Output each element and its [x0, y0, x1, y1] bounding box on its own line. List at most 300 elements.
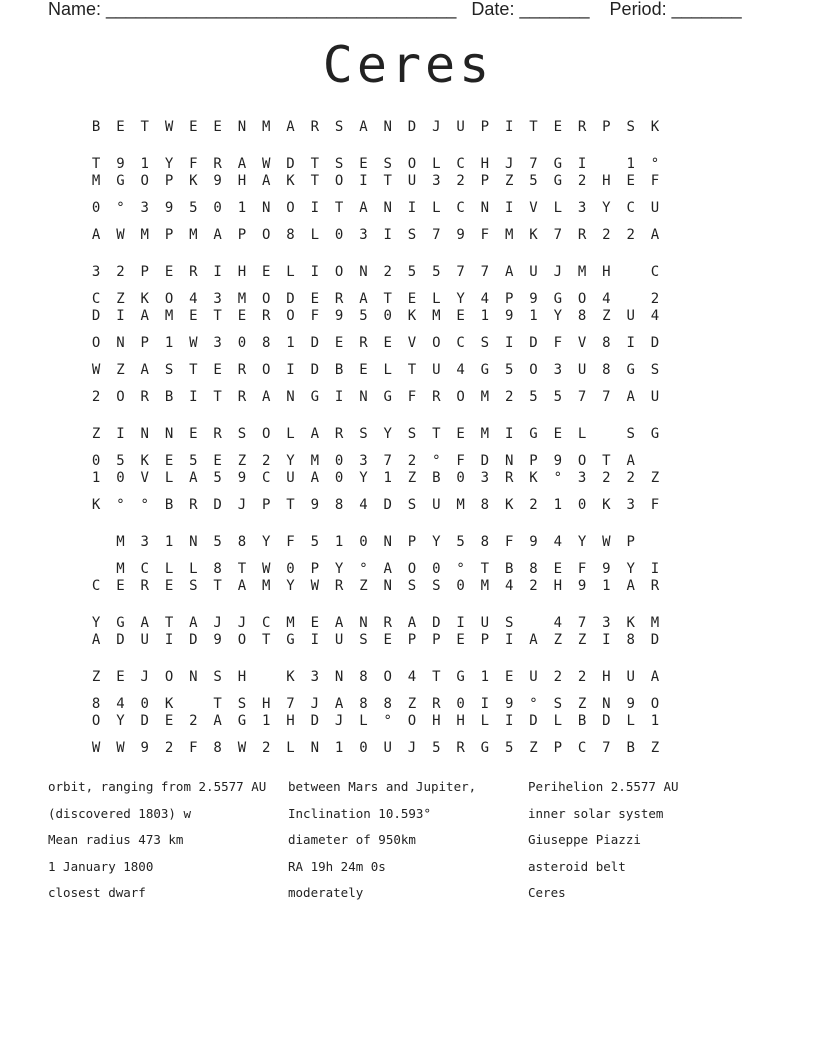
- grid-letter: 1: [650, 713, 660, 729]
- grid-letter: A: [310, 426, 320, 442]
- grid-letter: R: [650, 578, 660, 594]
- grid-letter: K: [286, 173, 295, 189]
- grid-letter: 2: [262, 740, 271, 756]
- grid-letter: 2: [650, 291, 660, 307]
- grid-row: [84, 681, 667, 712]
- grid-letter: N: [383, 119, 392, 135]
- grid-letter: T: [262, 632, 271, 648]
- grid-row: [84, 141, 667, 172]
- grid-letter: S: [553, 696, 562, 712]
- grid-letter: 4: [480, 291, 490, 307]
- grid-letter: 8: [529, 561, 538, 577]
- grid-letter: A: [140, 362, 149, 378]
- grid-letter: E: [262, 264, 271, 280]
- grid-letter: 3: [577, 470, 587, 486]
- grid-letter: 7: [383, 453, 392, 469]
- grid-letter: I: [504, 713, 514, 729]
- grid-letter: P: [164, 173, 174, 189]
- grid-letter: D: [310, 335, 320, 351]
- grid-letter: °: [116, 200, 125, 216]
- grid-row: [84, 195, 667, 222]
- grid-letter: Y: [334, 561, 344, 577]
- grid-letter: E: [116, 669, 125, 685]
- grid-letter: 0: [286, 561, 295, 577]
- grid-letter: O: [407, 561, 417, 577]
- grid-letter: K: [140, 453, 149, 469]
- grid-letter: 5: [529, 173, 538, 189]
- grid-letter: Y: [286, 453, 295, 469]
- grid-letter: E: [456, 308, 465, 324]
- grid-row: [84, 627, 667, 654]
- grid-letter: N: [262, 200, 271, 216]
- grid-letter: 7: [480, 264, 490, 280]
- grid-letter: [84, 519, 108, 546]
- grid-letter: H: [237, 264, 247, 280]
- grid-letter: [254, 654, 278, 681]
- grid-letter: R: [432, 696, 441, 712]
- grid-letter: I: [116, 308, 125, 324]
- grid-letter: 7: [577, 389, 587, 405]
- grid-letter: J: [407, 740, 417, 756]
- grid-letter: G: [116, 615, 125, 631]
- grid-letter: I: [456, 615, 465, 631]
- grid-letter: A: [626, 578, 635, 594]
- grid-letter: A: [383, 561, 392, 577]
- grid-letter: E: [383, 335, 392, 351]
- grid-letter: K: [529, 227, 538, 243]
- word-bank-item: Perihelion 2.5577 AU: [528, 779, 679, 794]
- grid-letter: 1: [286, 335, 295, 351]
- grid-letter: I: [650, 561, 660, 577]
- grid-letter: R: [213, 156, 222, 172]
- grid-letter: W: [189, 335, 198, 351]
- grid-letter: A: [359, 119, 368, 135]
- grid-letter: F: [456, 453, 465, 469]
- grid-letter: 5: [504, 362, 514, 378]
- grid-letter: Z: [407, 470, 417, 486]
- grid-letter: 7: [286, 696, 295, 712]
- puzzle-title: Ceres: [322, 36, 494, 94]
- grid-letter: C: [650, 264, 660, 280]
- grid-letter: Y: [359, 470, 368, 486]
- grid-letter: B: [334, 362, 344, 378]
- grid-letter: 2: [626, 227, 635, 243]
- grid-letter: E: [213, 119, 222, 135]
- grid-letter: 9: [504, 696, 514, 712]
- grid-letter: P: [407, 534, 417, 550]
- grid-letter: S: [334, 119, 344, 135]
- word-bank-item: RA 19h 24m 0s: [288, 858, 386, 874]
- grid-letter: O: [237, 632, 247, 648]
- grid-letter: N: [504, 453, 514, 469]
- grid-letter: [84, 546, 108, 573]
- grid-letter: R: [237, 389, 247, 405]
- grid-letter: 7: [529, 156, 538, 172]
- grid-letter: H: [262, 696, 271, 712]
- grid-letter: 5: [359, 308, 368, 324]
- grid-letter: 0: [577, 497, 587, 513]
- grid-letter: P: [140, 264, 149, 280]
- grid-letter: I: [116, 426, 125, 442]
- grid-letter: 3: [577, 200, 587, 216]
- word-bank-item: diameter of 950km: [288, 832, 416, 847]
- grid-letter: P: [480, 119, 490, 135]
- grid-letter: I: [626, 335, 635, 351]
- grid-letter: P: [237, 227, 247, 243]
- grid-letter: 5: [553, 389, 562, 405]
- grid-letter: H: [237, 173, 247, 189]
- grid-letter: 4: [189, 291, 198, 307]
- grid-letter: U: [650, 200, 660, 216]
- grid-letter: A: [237, 578, 247, 594]
- grid-letter: °: [553, 470, 562, 486]
- grid-letter: A: [359, 291, 368, 307]
- grid-letter: C: [91, 291, 101, 307]
- grid-letter: °: [432, 453, 441, 469]
- grid-letter: G: [310, 389, 320, 405]
- grid-letter: 9: [602, 561, 611, 577]
- grid-letter: B: [626, 740, 635, 756]
- grid-letter: G: [480, 362, 490, 378]
- grid-letter: P: [310, 561, 320, 577]
- grid-letter: E: [116, 578, 125, 594]
- word-bank-item: moderately: [288, 885, 364, 900]
- grid-letter: O: [432, 335, 441, 351]
- grid-letter: L: [480, 713, 490, 729]
- grid-letter: Y: [553, 308, 562, 324]
- grid-letter: R: [359, 335, 368, 351]
- grid-letter: O: [262, 291, 271, 307]
- grid-letter: 8: [213, 740, 222, 756]
- grid-letter: D: [407, 119, 417, 135]
- grid-letter: D: [529, 335, 538, 351]
- name-field: Name: ___________________________________: [48, 0, 457, 19]
- grid-letter: 8: [359, 696, 368, 712]
- grid-letter: Y: [626, 561, 635, 577]
- grid-letter: R: [189, 497, 198, 513]
- grid-letter: P: [504, 291, 514, 307]
- grid-letter: 0: [456, 696, 465, 712]
- grid-letter: D: [650, 632, 660, 648]
- grid-letter: E: [116, 119, 125, 135]
- grid-letter: F: [650, 497, 660, 513]
- grid-letter: 8: [383, 696, 392, 712]
- grid-letter: Z: [359, 578, 368, 594]
- grid-letter: D: [602, 713, 611, 729]
- grid-letter: D: [213, 497, 222, 513]
- grid-letter: P: [553, 740, 562, 756]
- grid-letter: 5: [213, 534, 222, 550]
- grid-letter: J: [140, 669, 149, 685]
- grid-row: [84, 222, 667, 249]
- grid-letter: A: [504, 264, 514, 280]
- grid-letter: E: [213, 362, 222, 378]
- grid-letter: L: [577, 426, 587, 442]
- grid-letter: M: [650, 615, 660, 631]
- grid-letter: W: [116, 227, 125, 243]
- grid-letter: 3: [553, 362, 562, 378]
- grid-letter: 8: [602, 335, 611, 351]
- word-bank: [48, 776, 768, 909]
- grid-letter: E: [359, 362, 368, 378]
- grid-letter: H: [286, 713, 295, 729]
- grid-letter: V: [407, 335, 417, 351]
- grid-letter: A: [286, 119, 295, 135]
- grid-letter: M: [456, 497, 465, 513]
- grid-letter: T: [334, 200, 344, 216]
- grid-letter: E: [310, 291, 320, 307]
- grid-letter: K: [189, 173, 198, 189]
- grid-letter: S: [407, 227, 417, 243]
- grid-letter: 5: [189, 200, 198, 216]
- grid-letter: R: [334, 578, 344, 594]
- grid-letter: D: [91, 308, 101, 324]
- grid-row: [84, 330, 667, 357]
- grid-letter: U: [529, 264, 538, 280]
- grid-letter: C: [262, 615, 271, 631]
- grid-letter: Z: [407, 696, 417, 712]
- grid-letter: S: [237, 696, 247, 712]
- grid-letter: A: [237, 156, 247, 172]
- grid-letter: D: [432, 615, 441, 631]
- grid-letter: K: [164, 696, 174, 712]
- grid-letter: Z: [577, 696, 587, 712]
- grid-letter: F: [310, 308, 320, 324]
- grid-letter: Y: [91, 615, 101, 631]
- grid-letter: 3: [140, 200, 149, 216]
- grid-letter: G: [116, 173, 125, 189]
- grid-letter: 0: [359, 740, 368, 756]
- grid-letter: W: [602, 534, 611, 550]
- grid-letter: A: [310, 470, 320, 486]
- grid-letter: M: [116, 561, 125, 577]
- grid-letter: O: [91, 713, 101, 729]
- grid-letter: A: [140, 615, 149, 631]
- grid-letter: 1: [529, 308, 538, 324]
- grid-letter: R: [310, 119, 320, 135]
- grid-letter: K: [602, 497, 611, 513]
- grid-letter: 8: [359, 669, 368, 685]
- grid-letter: 1: [237, 200, 247, 216]
- grid-letter: 4: [650, 308, 660, 324]
- grid-letter: A: [650, 227, 660, 243]
- grid-letter: 1: [91, 470, 101, 486]
- grid-letter: B: [504, 561, 514, 577]
- grid-letter: R: [140, 578, 149, 594]
- grid-letter: G: [626, 362, 635, 378]
- grid-letter: 2: [553, 669, 562, 685]
- grid-letter: 8: [577, 308, 587, 324]
- grid-letter: 0: [359, 534, 368, 550]
- grid-letter: M: [164, 308, 174, 324]
- grid-letter: M: [577, 264, 587, 280]
- grid-letter: T: [213, 578, 222, 594]
- grid-letter: Y: [116, 713, 125, 729]
- grid-letter: 0: [383, 308, 392, 324]
- grid-letter: 9: [577, 578, 587, 594]
- grid-letter: S: [334, 156, 344, 172]
- grid-letter: R: [456, 740, 465, 756]
- grid-letter: 2: [262, 453, 271, 469]
- grid-letter: O: [650, 696, 660, 712]
- grid-letter: T: [213, 308, 222, 324]
- grid-letter: T: [189, 362, 198, 378]
- grid-letter: F: [286, 534, 295, 550]
- grid-letter: 0: [456, 470, 465, 486]
- grid-letter: O: [407, 156, 417, 172]
- grid-letter: I: [189, 389, 198, 405]
- grid-letter: 4: [504, 578, 514, 594]
- grid-letter: U: [432, 362, 441, 378]
- grid-letter: G: [237, 713, 247, 729]
- grid-letter: P: [480, 173, 490, 189]
- grid-letter: 2: [164, 740, 174, 756]
- grid-letter: T: [237, 561, 247, 577]
- grid-letter: [619, 276, 643, 303]
- grid-letter: N: [189, 534, 198, 550]
- grid-letter: T: [432, 426, 441, 442]
- grid-letter: G: [553, 173, 562, 189]
- grid-letter: 5: [116, 453, 125, 469]
- grid-letter: J: [213, 615, 222, 631]
- grid-letter: K: [286, 669, 295, 685]
- grid-letter: S: [407, 497, 417, 513]
- grid-letter: Z: [91, 426, 101, 442]
- grid-letter: J: [310, 696, 320, 712]
- grid-letter: R: [577, 227, 587, 243]
- grid-letter: 9: [529, 291, 538, 307]
- grid-letter: 9: [504, 308, 514, 324]
- grid-letter: E: [456, 426, 465, 442]
- grid-letter: D: [286, 291, 295, 307]
- grid-letter: 2: [577, 173, 587, 189]
- grid-letter: P: [432, 632, 441, 648]
- grid-letter: [521, 600, 545, 627]
- grid-row: [84, 708, 667, 735]
- grid-letter: 7: [553, 227, 562, 243]
- grid-letter: B: [164, 389, 174, 405]
- grid-letter: S: [189, 578, 198, 594]
- grid-letter: I: [504, 426, 514, 442]
- grid-letter: D: [310, 713, 320, 729]
- grid-letter: 1: [334, 534, 344, 550]
- grid-letter: E: [359, 156, 368, 172]
- grid-letter: N: [189, 669, 198, 685]
- grid-letter: V: [529, 200, 538, 216]
- grid-letter: J: [334, 713, 344, 729]
- grid-letter: L: [553, 713, 562, 729]
- grid-letter: 5: [432, 264, 441, 280]
- grid-letter: H: [456, 713, 465, 729]
- word-bank-item: orbit, ranging from 2.5577 AU: [48, 779, 267, 794]
- grid-letter: P: [626, 534, 635, 550]
- grid-letter: C: [140, 561, 149, 577]
- grid-letter: N: [237, 119, 247, 135]
- grid-letter: I: [383, 227, 392, 243]
- word-bank-item: between Mars and Jupiter,: [288, 779, 477, 794]
- grid-letter: R: [334, 291, 344, 307]
- word-bank-item: Mean radius 473 km: [48, 832, 184, 847]
- grid-letter: E: [213, 453, 222, 469]
- grid-letter: T: [383, 291, 392, 307]
- grid-letter: A: [140, 308, 149, 324]
- grid-row: [84, 276, 667, 307]
- grid-letter: O: [262, 362, 271, 378]
- grid-letter: 1: [140, 156, 149, 172]
- grid-letter: L: [553, 200, 562, 216]
- grid-letter: R: [140, 389, 149, 405]
- grid-letter: F: [650, 173, 660, 189]
- grid-letter: Z: [91, 669, 101, 685]
- grid-letter: E: [189, 426, 198, 442]
- grid-letter: R: [237, 362, 247, 378]
- grid-letter: E: [456, 632, 465, 648]
- grid-letter: F: [189, 740, 198, 756]
- grid-letter: 9: [213, 173, 222, 189]
- date-field: Date: _______: [471, 0, 590, 19]
- grid-row: [84, 492, 667, 519]
- grid-letter: O: [164, 291, 174, 307]
- grid-letter: I: [334, 389, 344, 405]
- grid-letter: L: [189, 561, 198, 577]
- grid-letter: O: [577, 453, 587, 469]
- grid-letter: I: [577, 156, 587, 172]
- grid-letter: N: [286, 389, 295, 405]
- grid-letter: A: [626, 453, 635, 469]
- grid-letter: M: [262, 578, 271, 594]
- grid-letter: A: [91, 227, 101, 243]
- grid-letter: [594, 141, 618, 168]
- grid-letter: 8: [213, 561, 222, 577]
- grid-letter: S: [432, 578, 441, 594]
- grid-letter: 0: [432, 561, 441, 577]
- grid-letter: E: [504, 669, 514, 685]
- grid-letter: [643, 519, 667, 546]
- grid-letter: 1: [334, 740, 344, 756]
- grid-letter: 3: [359, 227, 368, 243]
- grid-letter: 2: [456, 173, 465, 189]
- grid-letter: 8: [334, 497, 344, 513]
- grid-letter: A: [213, 713, 222, 729]
- grid-letter: W: [310, 578, 320, 594]
- grid-letter: °: [529, 696, 538, 712]
- grid-letter: Y: [602, 200, 611, 216]
- grid-letter: O: [262, 426, 271, 442]
- grid-letter: 8: [91, 696, 101, 712]
- grid-letter: S: [504, 615, 514, 631]
- grid-letter: 3: [626, 497, 635, 513]
- grid-letter: P: [164, 227, 174, 243]
- grid-letter: T: [407, 362, 417, 378]
- grid-letter: 7: [432, 227, 441, 243]
- grid-letter: 3: [91, 264, 101, 280]
- grid-letter: O: [456, 389, 465, 405]
- grid-letter: U: [650, 389, 660, 405]
- grid-row: [84, 465, 667, 492]
- grid-letter: [643, 438, 667, 465]
- grid-letter: °: [359, 561, 368, 577]
- grid-letter: P: [529, 453, 538, 469]
- grid-letter: D: [383, 497, 392, 513]
- grid-letter: M: [310, 453, 320, 469]
- grid-letter: E: [237, 308, 247, 324]
- grid-letter: U: [140, 632, 149, 648]
- grid-letter: N: [334, 669, 344, 685]
- grid-letter: T: [432, 669, 441, 685]
- grid-letter: A: [626, 389, 635, 405]
- grid-letter: A: [650, 669, 660, 685]
- grid-letter: I: [359, 173, 368, 189]
